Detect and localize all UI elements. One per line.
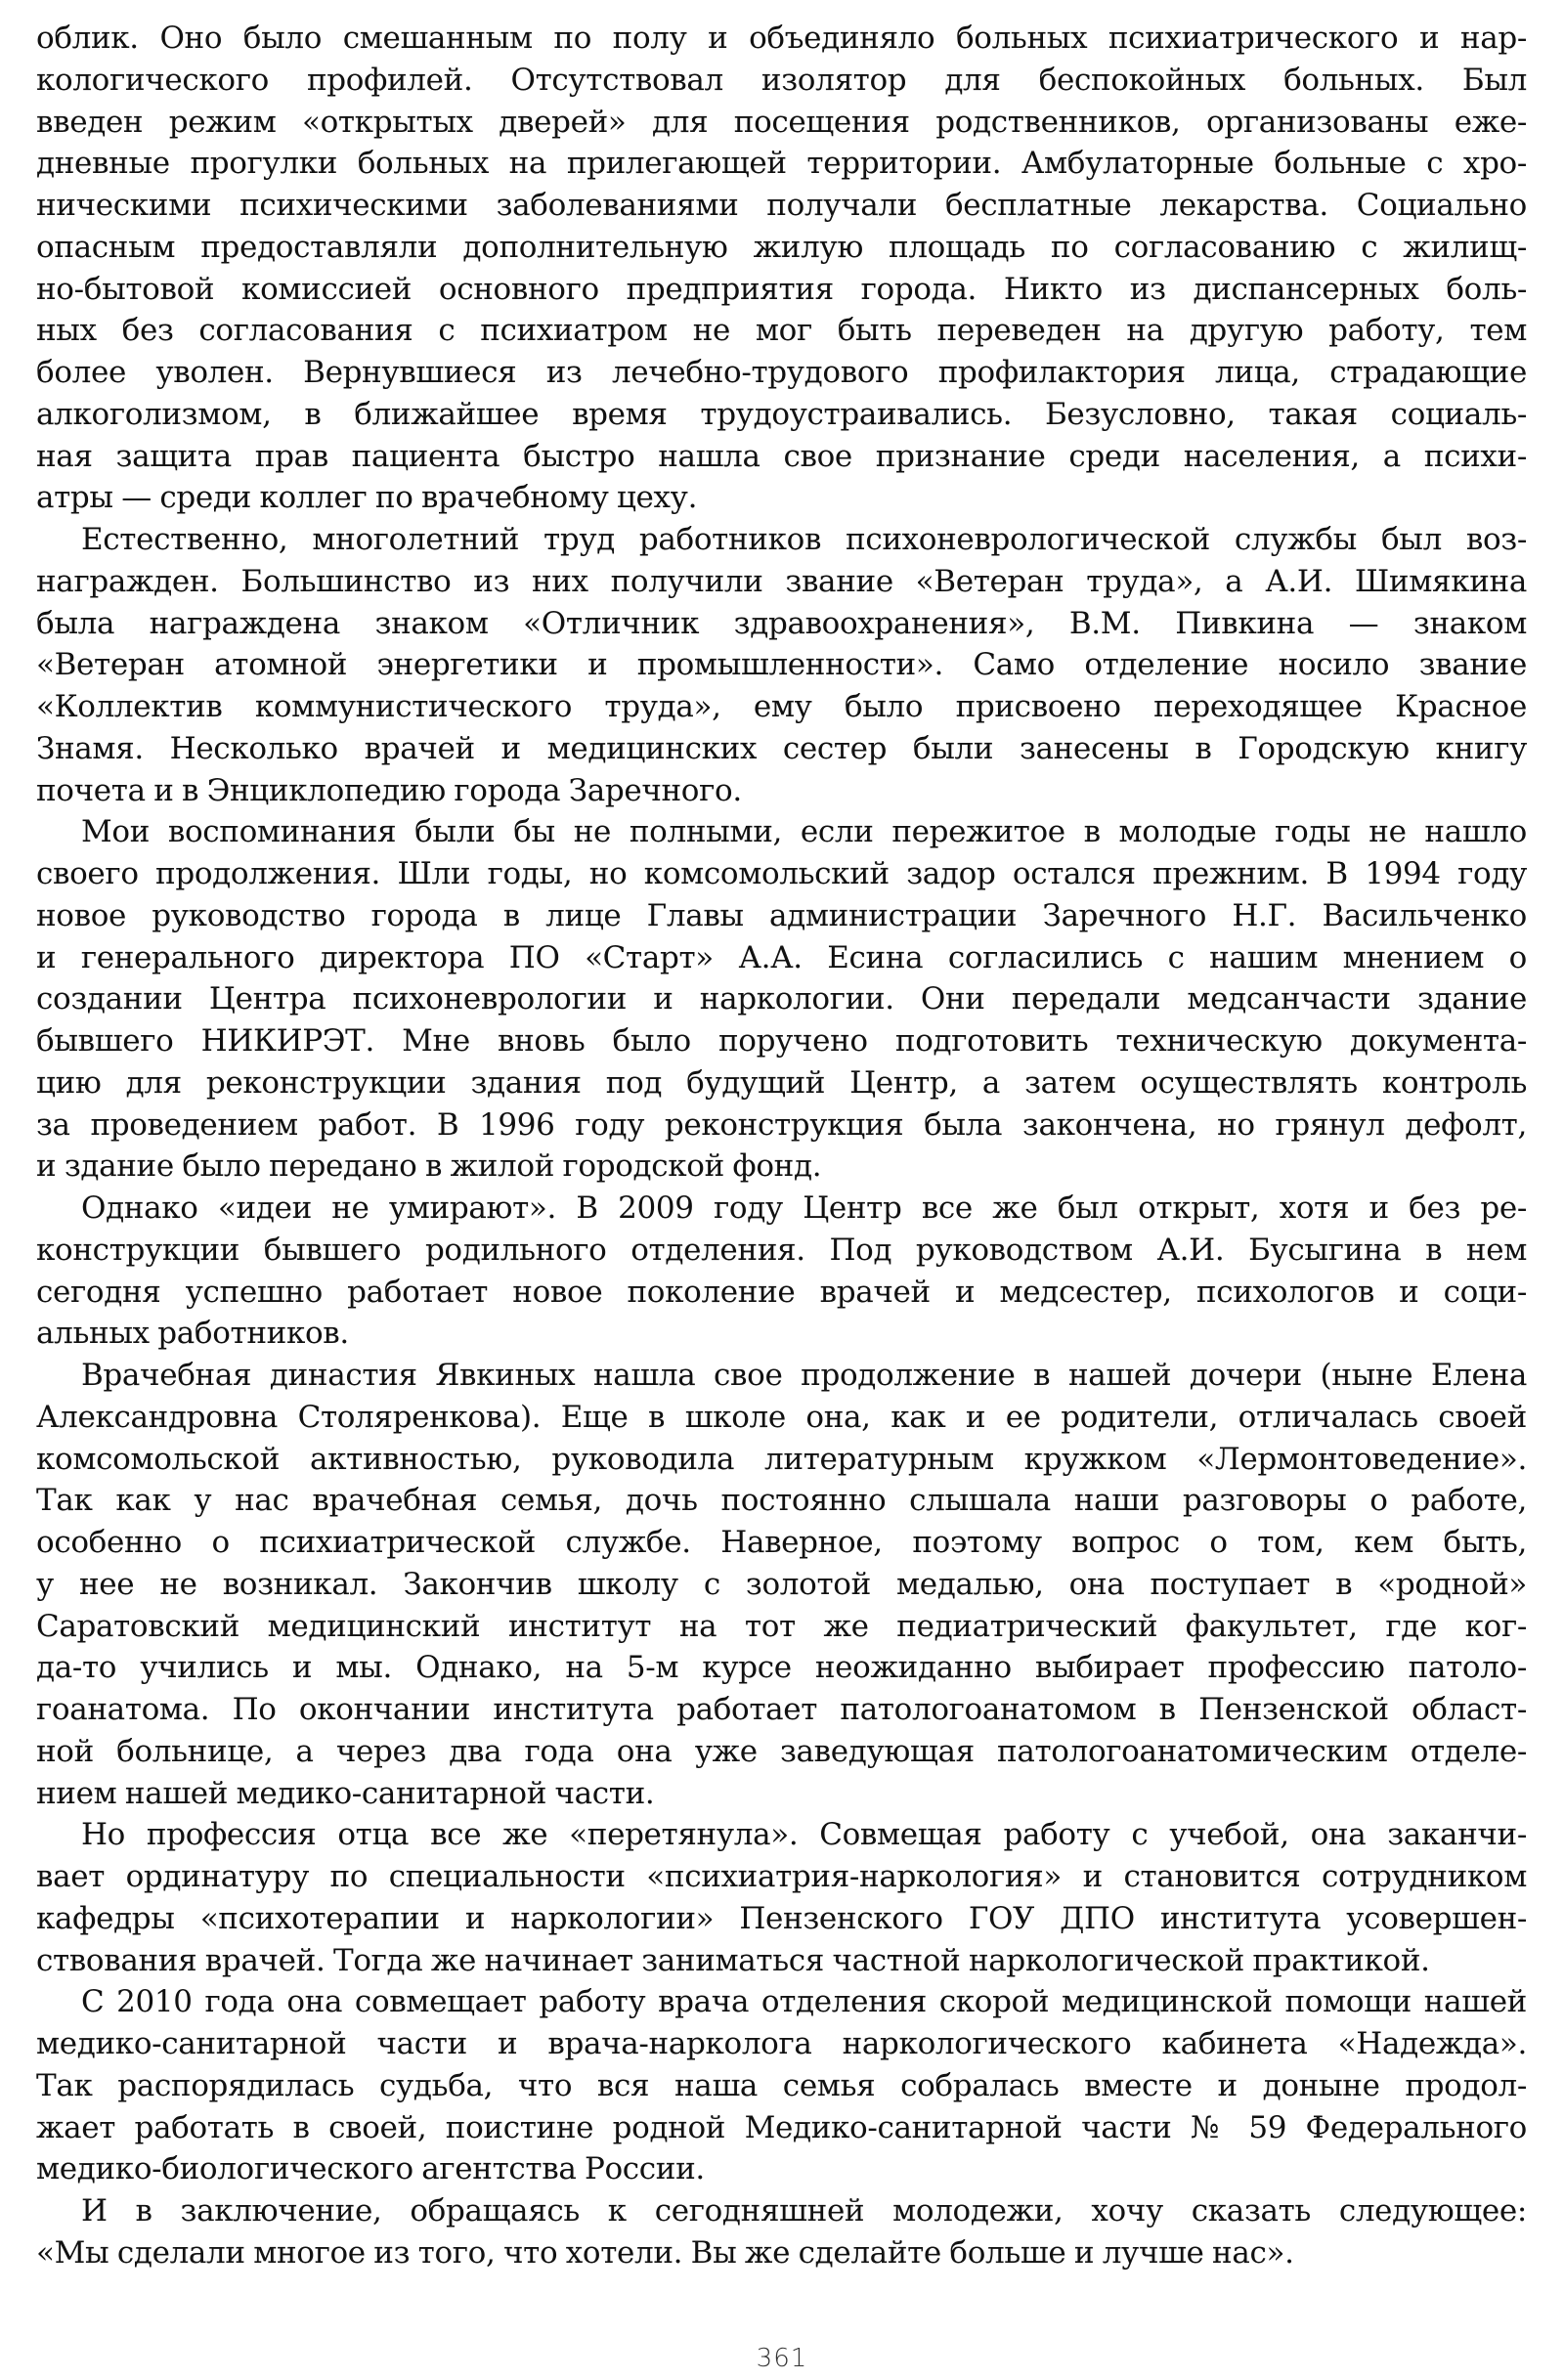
text-line: вает ординатуру по специальности «психиатрия-наркология» и становится сотрудником (36, 1859, 1527, 1894)
text-line: цию для реконструкции здания под будущий Центр, а затем осуществлять контроль (36, 1064, 1527, 1101)
text-line: Врачебная династия Явкиных нашла свое продолжение в нашей дочери (ныне Елена (81, 1358, 1527, 1393)
text-line: особенно о психиатрической службе. Наверное, поэтому вопрос о том, кем быть, (36, 1525, 1527, 1560)
text-line: ническими психическими заболеваниями получали бесплатные лекарства. Социально (36, 188, 1527, 223)
text-line: Однако «идеи не умирают». В 2009 году Центр все же был открыт, хотя и без ре- (81, 1190, 1527, 1226)
text-line: дневные прогулки больных на прилегающей территории. Амбулаторные больные с хро- (36, 146, 1527, 182)
text-line: альных работников. (36, 1316, 349, 1352)
text-line: и генерального директора ПО «Старт» А.А. Есина согласились с нашим мнением о (36, 939, 1527, 975)
text-line: алкоголизмом, в ближайшее время трудоустраивались. Безусловно, такая социаль- (36, 396, 1527, 432)
paragraph (36, 18, 1527, 519)
text-line: Естественно, многолетний труд работников психоневрологической службы был воз- (81, 522, 1527, 557)
text-line: «Ветеран атомной энергетики и промышленности». Само отделение носило звание (36, 647, 1527, 683)
text-line: конструкции бывшего родильного отделения. Под руководством А.И. Бусыгина в нем (36, 1232, 1527, 1268)
text-line: сегодня успешно работает новое поколение врачей и медсестер, психологов и соци- (36, 1274, 1527, 1310)
text-line: ная защита прав пациента быстро нашла свое признание среди населения, а психи- (36, 438, 1527, 474)
text-line: «Мы сделали многое из того, что хотели. Вы же сделайте больше и лучше нас». (36, 2234, 1294, 2271)
text-line: почета и в Энциклопедию города Заречного. (36, 772, 742, 808)
text-line: создании Центра психоневрологии и наркологии. Они передали медсанчасти здание (36, 981, 1527, 1017)
text-line: Так как у нас врачебная семья, дочь постоянно слышала наши разговоры о работе, (36, 1483, 1527, 1519)
paragraph (36, 1814, 1527, 1981)
text-line: медико-санитарной части и врача-нарколога наркологического кабинета «Надежда». (36, 2026, 1527, 2061)
paragraph (36, 1188, 1527, 1355)
text-line: ной больнице, а через два года она уже заведующая патологоанатомическим отделе- (36, 1733, 1527, 1769)
text-line: более уволен. Вернувшиеся из лечебно-трудового профилактория лица, страдающие (36, 355, 1527, 390)
text-line: Знамя. Несколько врачей и медицинских сестер были занесены в Городскую книгу (36, 730, 1527, 766)
text-line: своего продолжения. Шли годы, но комсомольский задор остался прежним. В 1994 году (36, 856, 1527, 891)
text-line: опасным предоставляли дополнительную жилую площадь по согласованию с жилищ- (36, 229, 1527, 265)
paragraph (36, 811, 1527, 1188)
text-line: Саратовский медицинский институт на тот же педиатрический факультет, где ког- (36, 1608, 1527, 1644)
text-line: за проведением работ. В 1996 году реконструкция была закончена, но грянул дефолт, (36, 1106, 1527, 1143)
text-line: И в заключение, обращаясь к сегодняшней молодежи, хочу сказать следующее: (81, 2193, 1527, 2229)
text-line: Так распорядилась судьба, что вся наша семья собралась вместе и доныне продол- (36, 2067, 1527, 2103)
text-line: да-то учились и мы. Однако, на 5-м курсе неожиданно выбирает профессию патоло- (36, 1650, 1527, 1686)
body-text (36, 18, 1527, 2274)
text-line: введен режим «открытых дверей» для посещения родственников, организованы еже- (36, 104, 1527, 140)
text-line: ствования врачей. Тогда же начинает заниматься частной наркологической практикой. (36, 1942, 1430, 1978)
text-line: у нее не возникал. Закончив школу с золотой медалью, она поступает в «родной» (36, 1566, 1527, 1602)
text-line: кологического профилей. Отсутствовал изолятор для беспокойных больных. Был (36, 62, 1527, 98)
text-line: «Коллектив коммунистического труда», ему было присвоено переходящее Красное (36, 689, 1527, 724)
text-line: С 2010 года она совмещает работу врача отделения скорой медицинской помощи нашей (81, 1984, 1527, 2020)
paragraph (36, 2190, 1527, 2274)
text-line: кафедры «психотерапии и наркологии» Пензенского ГОУ ДПО института усовершен- (36, 1900, 1527, 1936)
text-line: награжден. Большинство из них получили звание «Ветеран труда», а А.И. Шимякина (36, 563, 1527, 599)
text-line: комсомольской активностью, руководила литературным кружком «Лермонтоведение». (36, 1441, 1527, 1477)
text-line: и здание было передано в жилой городской фонд. (36, 1148, 822, 1185)
page-number: 361 (756, 2344, 808, 2373)
text-line: гоанатома. По окончании института работает патологоанатомом в Пензенской област- (36, 1692, 1527, 1727)
text-line: Но профессия отца все же «перетянула». Совмещая работу с учебой, она заканчи- (81, 1817, 1527, 1853)
text-line: ных без согласования с психиатром не мог быть переведен на другую работу, тем (36, 313, 1527, 349)
text-line: жает работать в своей, поистине родной Медико-санитарной части № 59 Федерального (36, 2109, 1527, 2145)
text-line: бывшего НИКИРЭТ. Мне вновь было поручено подготовить техническую документа- (36, 1023, 1527, 1059)
paragraph (36, 1981, 1527, 2190)
text-line: облик. Оно было смешанным по полу и объединяло больных психиатрического и нар- (36, 21, 1527, 56)
text-line: новое руководство города в лице Главы администрации Заречного Н.Г. Васильченко (36, 897, 1527, 933)
text-line: Мои воспоминания были бы не полными, если пережитое в молодые годы не нашло (81, 814, 1527, 850)
text-line: была награждена знаком «Отличник здравоохранения», В.М. Пивкина — знаком (36, 605, 1527, 641)
text-line: Александровна Столяренкова). Еще в школе она, как и ее родители, отличалась своей (36, 1399, 1527, 1435)
paragraph (36, 1355, 1527, 1814)
text-line: нием нашей медико-санитарной части. (36, 1775, 655, 1811)
text-line: медико-биологического агентства России. (36, 2151, 705, 2187)
text-line: но-бытовой комиссией основного предприятия города. Никто из диспансерных боль- (36, 271, 1527, 307)
paragraph (36, 519, 1527, 811)
text-line: атры — среди коллег по врачебному цеху. (36, 480, 698, 516)
